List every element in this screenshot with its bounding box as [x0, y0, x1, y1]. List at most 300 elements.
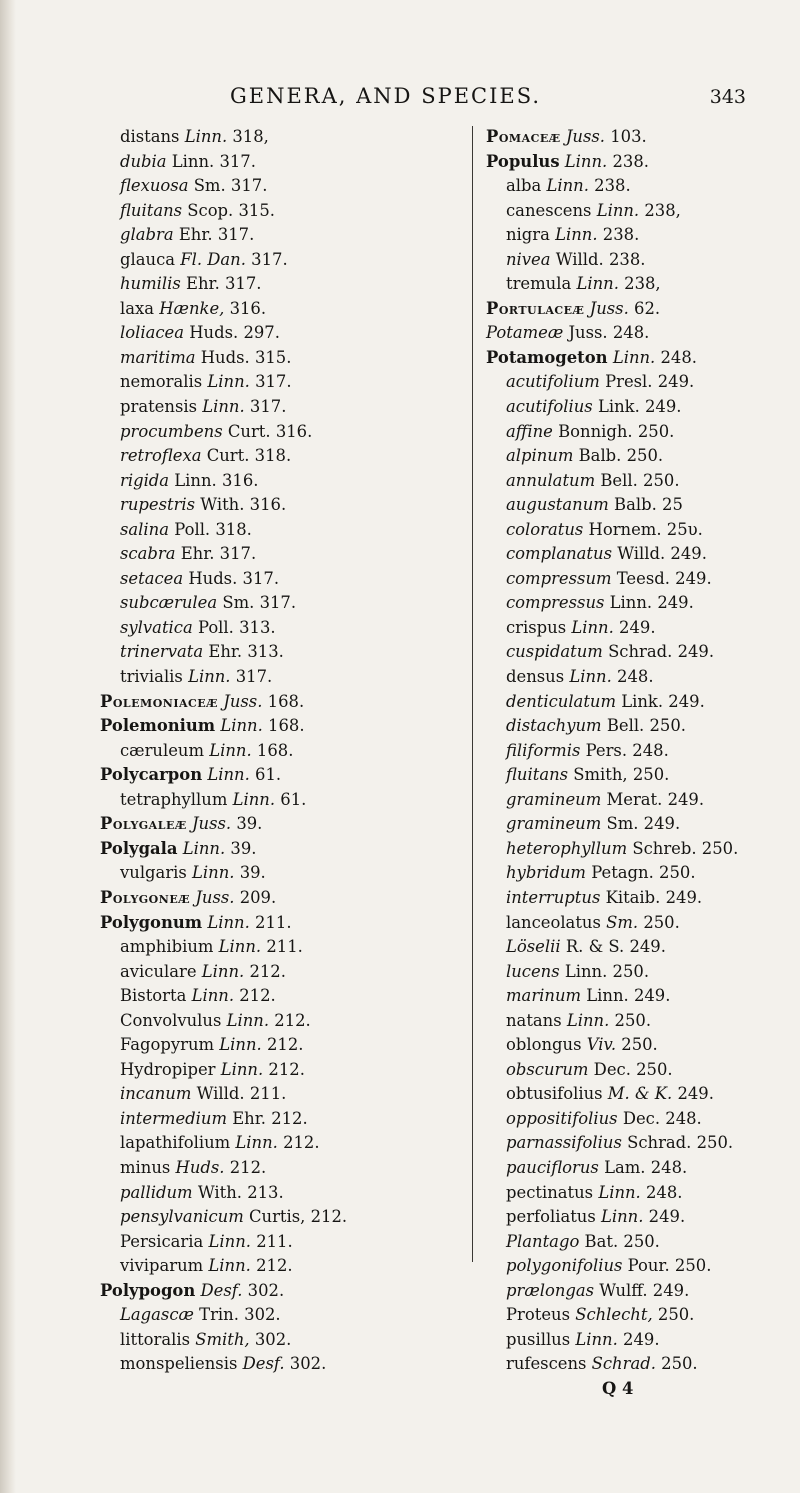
authority: Linn. — [209, 740, 252, 760]
index-entry — [100, 542, 460, 567]
page-reference: 250. — [623, 1231, 660, 1251]
page-reference: 316. — [249, 495, 287, 515]
authority: Sm. — [193, 176, 226, 196]
authority: Presl. — [605, 372, 653, 392]
page-reference: 317. — [219, 544, 257, 564]
page-reference: 317. — [249, 397, 287, 417]
species-name: crispus — [506, 617, 567, 637]
index-entry — [486, 444, 786, 469]
authority: Linn. — [564, 961, 608, 981]
page-reference: 168. — [267, 691, 305, 711]
index-entry — [100, 321, 460, 346]
index-entry — [100, 1131, 460, 1156]
page-reference: 250. — [637, 421, 675, 441]
page-reference: 168. — [268, 716, 305, 736]
species-name: canescens — [506, 200, 592, 220]
page-reference: 211. — [255, 912, 292, 932]
authority: Willd. — [196, 1084, 245, 1104]
authority: Willd. — [617, 544, 666, 564]
authority: Wulff. — [599, 1280, 648, 1300]
species-name: augustanum — [506, 495, 609, 515]
index-entry — [100, 788, 460, 813]
page-number: 343 — [709, 86, 746, 108]
page-reference: 302. — [289, 1354, 327, 1374]
page-reference: 317. — [242, 568, 280, 588]
index-entry — [486, 1205, 786, 1230]
index-entry — [100, 935, 460, 960]
page-reference: 249. — [657, 593, 694, 613]
right-index-column — [486, 125, 786, 1401]
page-reference: 212. — [249, 961, 286, 981]
authority: Bell. — [606, 716, 645, 736]
species-name: viviparum — [120, 1256, 204, 1276]
index-entry — [100, 518, 460, 543]
species-name: glauca — [120, 249, 176, 269]
index-entry — [100, 763, 460, 788]
page-reference: 297. — [243, 323, 280, 343]
index-entry — [100, 739, 460, 764]
index-entry — [486, 1254, 786, 1279]
index-entry — [486, 837, 786, 862]
species-name: Lagascæ — [120, 1305, 194, 1325]
species-name: amphibium — [120, 937, 214, 957]
authority: Huds. — [200, 347, 250, 367]
index-entry — [100, 1230, 460, 1255]
index-entry — [100, 469, 460, 494]
page-reference: 25υ. — [666, 519, 703, 539]
authority: Juss. — [191, 814, 232, 834]
authority: Linn. — [182, 838, 226, 858]
index-entry — [100, 616, 460, 641]
species-name: perfoliatus — [506, 1207, 596, 1227]
page-reference: 318, — [232, 127, 269, 146]
index-entry — [100, 444, 460, 469]
index-entry — [100, 837, 460, 862]
page-reference: 250. — [649, 716, 686, 736]
authority: Trin. — [199, 1305, 239, 1325]
page-reference: 317. — [225, 274, 262, 294]
page-reference: 238. — [602, 225, 640, 245]
authority: Linn. — [219, 1035, 262, 1055]
species-name: densus — [506, 667, 565, 687]
species-name: hybridum — [506, 863, 586, 883]
index-entry — [486, 321, 786, 346]
index-entry — [100, 665, 460, 690]
authority: Smith, — [573, 765, 628, 785]
page-reference: 61. — [255, 765, 282, 785]
page-reference: 249. — [619, 617, 656, 637]
authority: Balb. — [614, 495, 657, 515]
authority: Linn. — [188, 667, 231, 687]
authority: With. — [197, 1182, 242, 1202]
authority: Link. — [621, 691, 664, 711]
index-entry — [100, 346, 460, 371]
index-entry — [486, 1082, 786, 1107]
page-reference: 212. — [268, 1059, 305, 1079]
authority: Desf. — [200, 1280, 243, 1300]
species-name: humilis — [120, 274, 181, 294]
authority: Linn. — [596, 200, 640, 220]
species-name: rupestris — [120, 495, 196, 515]
page-reference: 39. — [239, 863, 266, 883]
species-name: pratensis — [120, 397, 198, 417]
page-reference: 316. — [221, 470, 259, 490]
index-entry — [486, 469, 786, 494]
authority: Curt. — [206, 446, 250, 466]
species-name: trivialis — [120, 667, 183, 687]
species-name: salina — [120, 519, 169, 539]
authority: Linn. — [601, 1207, 644, 1227]
family-name: Polemoniaceæ — [100, 691, 219, 711]
authority: Huds. — [175, 1157, 225, 1177]
page-reference: 249. — [648, 1207, 686, 1227]
species-name: pallidum — [120, 1182, 193, 1202]
authority: Linn. — [586, 986, 629, 1006]
index-entry — [100, 911, 460, 936]
page-reference: 313. — [239, 617, 276, 637]
species-name: obscurum — [506, 1059, 589, 1079]
page-reference: 250. — [661, 1354, 698, 1374]
page-reference: 313. — [247, 642, 284, 662]
index-entry — [486, 960, 786, 985]
species-name: cuspidatum — [506, 642, 603, 662]
index-entry — [486, 518, 786, 543]
page-reference: 209. — [239, 887, 277, 907]
authority: Linn. — [207, 765, 250, 785]
page-reference: 250. — [621, 1035, 658, 1055]
page-reference: 302. — [247, 1280, 285, 1300]
index-entry — [100, 297, 460, 322]
index-entry — [486, 591, 786, 616]
authority: Linn. — [207, 912, 250, 932]
page-reference: 250. — [614, 1010, 652, 1030]
page-reference: 250. — [643, 470, 680, 490]
index-entry — [486, 1303, 786, 1328]
authority: Willd. — [555, 249, 604, 269]
species-name: loliacea — [120, 323, 185, 343]
index-entry — [486, 812, 786, 837]
species-name: Convolvulus — [120, 1010, 222, 1030]
authority: Dec. — [593, 1059, 631, 1079]
index-entry — [100, 690, 460, 715]
authority: Linn. — [564, 151, 608, 171]
page-reference: 250. — [696, 1133, 734, 1153]
page-reference: 318. — [215, 519, 252, 539]
index-entry — [486, 1328, 786, 1353]
page-reference: 250. — [674, 1256, 712, 1276]
index-entry — [486, 861, 786, 886]
authority: Fl. Dan. — [180, 249, 246, 269]
species-name: cæruleum — [120, 740, 205, 760]
species-name: littoralis — [120, 1329, 191, 1349]
authority: Smith, — [195, 1329, 250, 1349]
index-entry — [486, 1131, 786, 1156]
index-entry — [486, 199, 786, 224]
index-entry — [486, 984, 786, 1009]
index-entry — [100, 984, 460, 1009]
page-reference: 248. — [632, 740, 669, 760]
authority: Kitaib. — [605, 887, 661, 907]
species-name: rigida — [120, 470, 170, 490]
index-entry — [486, 665, 786, 690]
page-reference: 317. — [235, 667, 273, 687]
authority: Linn. — [555, 225, 598, 245]
index-entry — [486, 911, 786, 936]
page-reference: 249. — [668, 691, 705, 711]
page-reference: 249. — [657, 372, 695, 392]
page-reference: 248. — [665, 1108, 702, 1128]
genus-name: Potamogeton — [486, 347, 608, 367]
species-name: scabra — [120, 544, 176, 564]
index-entry — [100, 1082, 460, 1107]
page-reference: 249. — [633, 986, 671, 1006]
genus-name: Polycarpon — [100, 765, 203, 785]
authority: Merat. — [606, 789, 663, 809]
species-name: lapathifolium — [120, 1133, 231, 1153]
index-entry — [486, 1058, 786, 1083]
index-entry — [486, 150, 786, 175]
index-entry — [486, 493, 786, 518]
species-name: Proteus — [506, 1305, 570, 1325]
page-reference: 248. — [612, 323, 650, 343]
species-name: subcærulea — [120, 593, 218, 613]
page-reference: 39. — [230, 838, 257, 858]
index-entry — [100, 714, 460, 739]
authority: Bonnigh. — [558, 421, 633, 441]
genus-name: Polygala — [100, 838, 178, 858]
authority: Linn. — [191, 986, 235, 1006]
index-entry — [486, 1352, 786, 1377]
authority: Ehr. — [186, 274, 220, 294]
species-name: trinervata — [120, 642, 204, 662]
page-reference: 212. — [239, 986, 276, 1006]
index-entry — [486, 788, 786, 813]
authority: Poll. — [174, 519, 211, 539]
species-name: fluitans — [506, 765, 569, 785]
species-name: incanum — [120, 1084, 192, 1104]
index-entry — [486, 1156, 786, 1181]
authority: Bat. — [584, 1231, 619, 1251]
page-reference: 315. — [238, 200, 275, 220]
species-name: fluitans — [120, 200, 183, 220]
page-reference: 238, — [624, 274, 661, 294]
page-reference: 25 — [662, 495, 683, 515]
index-entry — [486, 567, 786, 592]
page-reference: 62. — [634, 298, 661, 318]
species-name: sylvatica — [120, 617, 193, 637]
genus-name: Polemonium — [100, 716, 216, 736]
page-reference: 39. — [236, 814, 263, 834]
column-divider — [472, 126, 473, 1262]
index-entry — [100, 272, 460, 297]
species-name: maritima — [120, 347, 196, 367]
index-entry — [100, 1328, 460, 1353]
species-name: nivea — [506, 249, 551, 269]
page-reference: 211. — [256, 1231, 293, 1251]
page-binding-shadow — [0, 0, 16, 1493]
page-reference: 212. — [283, 1133, 320, 1153]
species-name: glabra — [120, 225, 174, 245]
authority: Poll. — [197, 617, 234, 637]
genus-name: Populus — [486, 151, 560, 171]
index-entry — [100, 223, 460, 248]
species-name: pusillus — [506, 1329, 571, 1349]
index-entry — [486, 1230, 786, 1255]
index-entry — [486, 272, 786, 297]
authority: Juss. — [565, 127, 606, 146]
page-reference: 250. — [612, 961, 650, 981]
page-reference: 250. — [643, 912, 680, 932]
page-reference: 249. — [645, 397, 682, 417]
authority: Linn. — [575, 1329, 618, 1349]
index-entry — [100, 886, 460, 911]
page-reference: 61. — [280, 789, 307, 809]
page-reference: 213. — [247, 1182, 284, 1202]
index-entry — [486, 223, 786, 248]
authority: M. & K. — [607, 1084, 673, 1104]
authority: Teesd. — [616, 568, 670, 588]
authority: Linn. — [208, 1231, 251, 1251]
index-entry — [486, 886, 786, 911]
signature-mark: Q 4 — [602, 1378, 634, 1398]
authority: Linn. — [208, 1256, 251, 1276]
family-name: Polygaleæ — [100, 814, 187, 834]
authority: Linn. — [232, 789, 276, 809]
species-name: alpinum — [506, 446, 574, 466]
page-reference: 238, — [644, 200, 681, 220]
index-entry — [100, 812, 460, 837]
family-name: Pomaceæ — [486, 127, 561, 146]
species-name: monspeliensis — [120, 1354, 238, 1374]
species-name: minus — [120, 1157, 171, 1177]
authority: Sm. — [222, 593, 255, 613]
index-entry — [486, 935, 786, 960]
family-name: Polygoneæ — [100, 887, 191, 907]
authority: Juss. — [568, 323, 608, 343]
authority: R. & S. — [565, 937, 625, 957]
index-entry — [100, 1156, 460, 1181]
species-name: tremula — [506, 274, 572, 294]
species-name: annulatum — [506, 470, 596, 490]
authority: Petagn. — [591, 863, 654, 883]
authority: Linn. — [174, 470, 217, 490]
authority: Juss. — [195, 887, 235, 907]
index-entry — [486, 346, 786, 371]
page-reference: 249. — [667, 789, 705, 809]
index-entry — [100, 1205, 460, 1230]
page-reference: 211. — [249, 1084, 287, 1104]
page-reference: 249. — [623, 1329, 660, 1349]
authority: Linn. — [202, 397, 245, 417]
genus-name: Polygonum — [100, 912, 203, 932]
species-name: laxa — [120, 298, 155, 318]
authority: Schrad. — [591, 1354, 656, 1374]
authority: Linn. — [218, 937, 262, 957]
authority: Linn. — [171, 151, 215, 171]
species-name: nigra — [506, 225, 550, 245]
species-name: gramineum — [506, 814, 602, 834]
index-entry — [100, 199, 460, 224]
page-reference: 212. — [229, 1157, 267, 1177]
species-name: Bistorta — [120, 986, 187, 1006]
species-name: pectinatus — [506, 1182, 594, 1202]
page-reference: 212. — [310, 1207, 348, 1227]
authority: Ehr. — [178, 225, 213, 245]
index-entry — [100, 861, 460, 886]
authority: Balb. — [578, 446, 622, 466]
species-name: nemoralis — [120, 372, 203, 392]
left-index-column — [100, 125, 460, 1377]
page-reference: 249. — [677, 642, 715, 662]
page-reference: 249. — [643, 814, 681, 834]
index-entry — [486, 1009, 786, 1034]
page-reference: 250. — [657, 1305, 695, 1325]
authority: Scop. — [187, 200, 234, 220]
index-entry — [100, 960, 460, 985]
index-entry — [486, 125, 786, 150]
authority: Desf. — [242, 1354, 285, 1374]
species-name: Persicaria — [120, 1231, 204, 1251]
authority: Dec. — [622, 1108, 661, 1128]
authority: Linn. — [612, 347, 656, 367]
index-entry — [486, 1279, 786, 1304]
running-head: GENERA, AND SPECIES. — [230, 84, 542, 108]
species-name: flexuosa — [120, 176, 189, 196]
species-name: gramineum — [506, 789, 602, 809]
authority: Schreb. — [632, 838, 697, 858]
authority: Pers. — [585, 740, 628, 760]
species-name: retroflexa — [120, 446, 202, 466]
index-entry — [100, 640, 460, 665]
page-reference: 248. — [645, 1182, 683, 1202]
species-name: Fagopyrum — [120, 1035, 215, 1055]
page-reference: 317. — [255, 372, 292, 392]
index-entry — [100, 1352, 460, 1377]
species-name: Hydropiper — [120, 1059, 216, 1079]
authority: Linn. — [220, 716, 263, 736]
species-name: tetraphyllum — [120, 789, 228, 809]
page-reference: 168. — [256, 740, 294, 760]
species-name: rufescens — [506, 1354, 587, 1374]
page-reference: 315. — [254, 347, 292, 367]
authority: Linn. — [226, 1010, 270, 1030]
species-name: acutifolium — [506, 372, 600, 392]
index-entry — [100, 395, 460, 420]
authority: Sm. — [606, 912, 639, 932]
authority: Linn. — [207, 372, 250, 392]
authority: Linn. — [576, 274, 619, 294]
index-entry — [486, 370, 786, 395]
species-name: interruptus — [506, 887, 601, 907]
index-entry — [100, 1279, 460, 1304]
page-reference: 316. — [229, 298, 267, 318]
page-reference: 250. — [632, 765, 670, 785]
authority: Huds. — [188, 568, 238, 588]
species-name: distans — [120, 127, 180, 146]
page-reference: 317. — [230, 176, 268, 196]
species-name: heterophyllum — [506, 838, 628, 858]
authority: Linn. — [571, 617, 614, 637]
genus-name: Polypogon — [100, 1280, 196, 1300]
species-name: intermedium — [120, 1108, 227, 1128]
authority: Sm. — [606, 814, 639, 834]
authority: Viv. — [586, 1035, 617, 1055]
page-reference: 212. — [274, 1010, 311, 1030]
species-name: Plantago — [506, 1231, 580, 1251]
species-name: filiformis — [506, 740, 581, 760]
page-reference: 238. — [612, 151, 649, 171]
authority: With. — [200, 495, 245, 515]
